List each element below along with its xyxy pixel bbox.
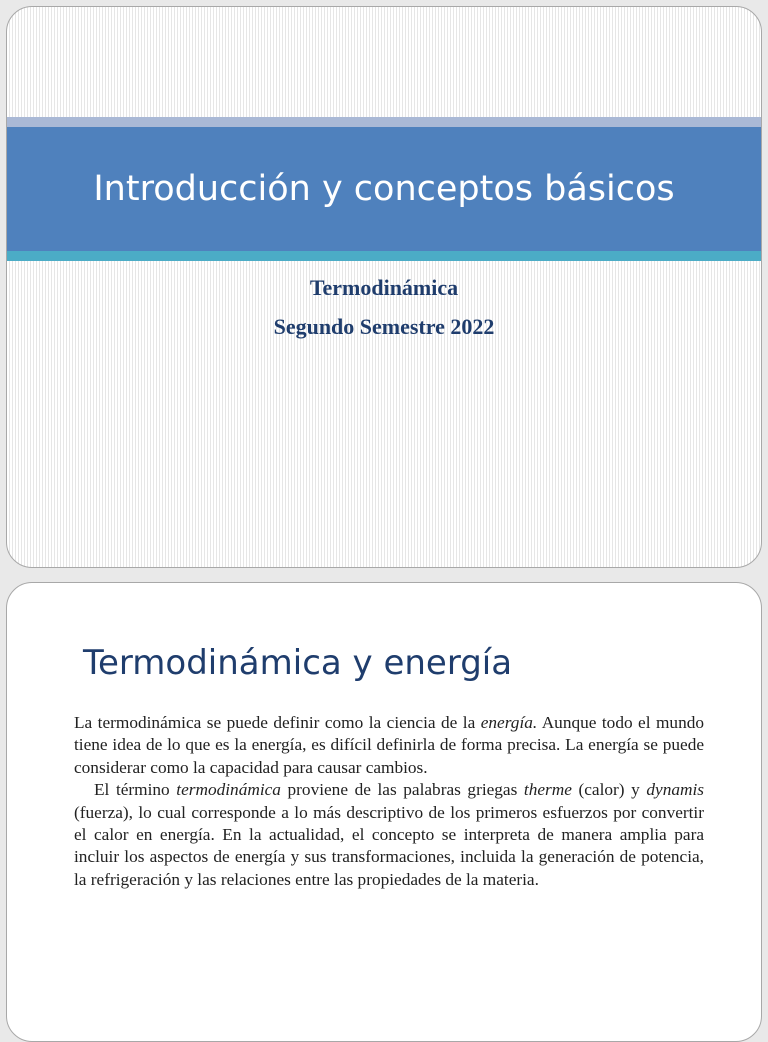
paragraph-1: [74, 712, 704, 779]
paragraph-2-text-a: El término: [94, 780, 177, 800]
paragraph-1-text-a: La termodinámica se puede definir como la ciencia de la: [74, 713, 481, 732]
body-text: [74, 712, 704, 891]
slide-heading: Termodinámica y energía: [83, 643, 513, 683]
paragraph-2-text-g: (fuerza), lo cual corresponde a lo más descriptivo de los primeros esfuerzos por convertir el calor en energía. En la actualidad, el concepto se interpreta de manera amplia para incluir los aspectos de energía y sus transformaciones, incluida la generación de potencia, la refrigeración y las relaciones entre las propiedades de la materia.: [74, 802, 704, 889]
content-slide: [6, 582, 762, 1042]
term-therme: therme: [523, 780, 572, 800]
paragraph-2: [74, 779, 704, 891]
title-slide: [6, 6, 762, 568]
title-band: [7, 127, 761, 251]
title-band-top-stripe: [7, 117, 761, 127]
paragraph-1-text-c: Aunque todo el mundo tiene idea de lo que es la energía, es difícil definirla de forma precisa. La energía se puede considerar como la capacidad para causar cambios.: [74, 713, 704, 777]
term-dynamis: dynamis: [646, 780, 704, 800]
paragraph-1-emphasis: energía.: [480, 713, 538, 732]
course-name: Termodinámica: [309, 275, 459, 300]
term-termodinamica: termodinámica: [176, 780, 281, 800]
slide-title: Introducción y conceptos básicos: [93, 169, 675, 209]
semester-label: Segundo Semestre 2022: [273, 314, 495, 339]
paragraph-2-text-e: (calor) y: [571, 780, 647, 800]
paragraph-2-text-c: proviene de las palabras griegas: [280, 780, 524, 800]
title-band-bottom-stripe: [7, 251, 761, 261]
